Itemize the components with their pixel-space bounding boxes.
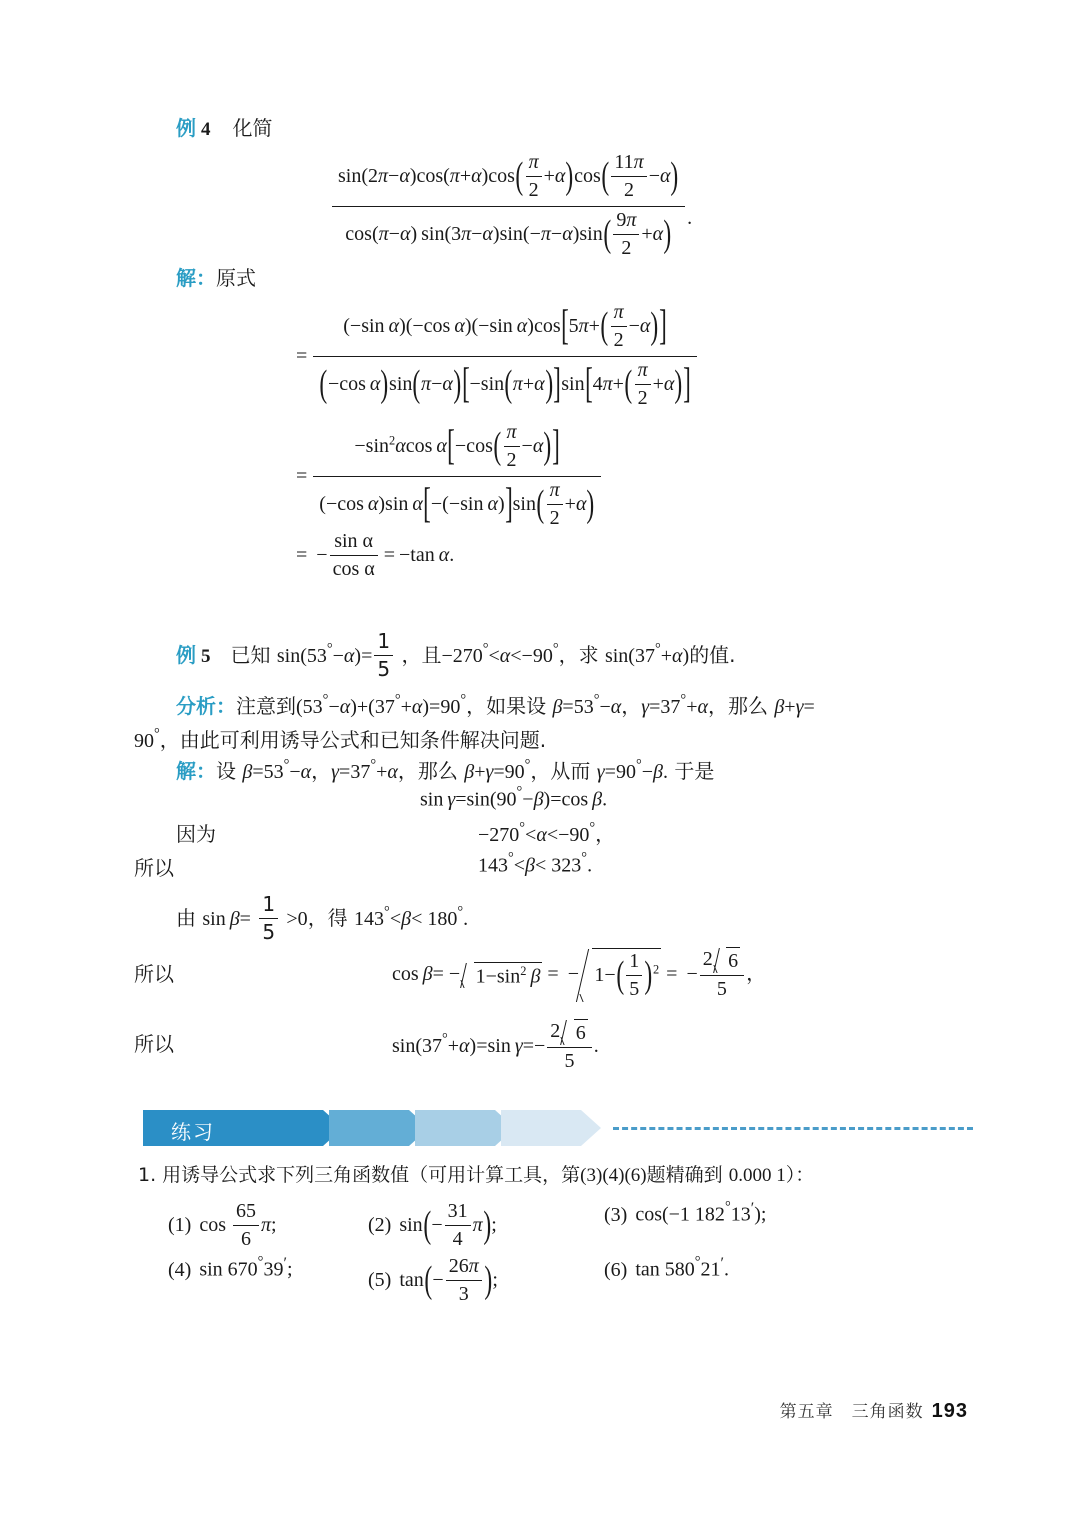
example4-solution-heading [176, 262, 256, 291]
example5-because-label: 因为 [176, 822, 216, 846]
banner-chevron-5 [501, 1110, 601, 1146]
example4-heading [176, 112, 273, 141]
example4-solution-label: 解： [176, 268, 216, 290]
footer-chapter: 第五章 三角函数 [779, 1402, 924, 1422]
example4-step2-fraction [313, 419, 601, 534]
example5-final-line: sin(37°+α)=sin γ=− $\frac{2 6}{5}$ . [392, 1020, 599, 1072]
practice-item-4-number: (4) [168, 1258, 192, 1281]
practice-item-1-number: (1) [168, 1214, 192, 1237]
practice-item-5: (5) tan(− $\frac{26\pi}{3}$ ); [368, 1255, 498, 1305]
example4-step2: = $-\sin^2\alpha\cos$ α[−cos( $\frac{\pi}{2}$ −α)] (−cos α)sin α[−(−sin α)]sin( $\frac{\pi}{2}$ +α) [292, 420, 603, 535]
example5-from-line: 由 sin β= $\frac{1}{5}$ >0，得 143°<β< 180°. [176, 892, 469, 944]
example5-solution-label: 解： [176, 761, 216, 783]
example4-expression: sin(2π−α)cos(π+α)cos( $\frac{\pi}{2}$ +α)cos( $\frac{11\pi}{2}$ −α) cos(π−α) sin(3π−α)sin(−π−α)sin( $\frac{9\pi}{2}$ +α) . [330, 150, 692, 265]
example4-result-den: cos α [332, 558, 375, 580]
banner-chevron-2 [243, 1110, 343, 1146]
example4-step1: = (−sin α)(−cos α)(−sin α)cos[5π+( $\frac{\pi}{2}$ −α)] (−cos α)sin(π−α)[−sin(π+α)]sin[4π+( $\frac{\pi}{2}$ +α)] [292, 300, 699, 415]
example5-therefore-body-1: 143°<β< 323°. [478, 850, 593, 877]
example4-title: 化简 [232, 116, 273, 140]
example5-therefore-label-3: 所以 [134, 1032, 174, 1056]
example4-result-num: sin α [330, 529, 378, 556]
practice-item-3-number: (3) [604, 1203, 628, 1226]
example4-solution-lead: 原式 [216, 266, 256, 290]
footer-page-number: 193 [931, 1400, 968, 1422]
practice-item-1: (1) cos $\frac{65}{6}$ π; [168, 1200, 277, 1250]
example4-result-fraction [330, 529, 378, 582]
practice-item-6: (6) tan 580°21′. [604, 1254, 730, 1281]
example4-denominator: cos(π−α) sin(3π−α)sin(−π−α)sin( $\frac{9\pi}{2}$ +α) [345, 209, 672, 259]
example5-statement: 已知 sin(53°−α)= $\frac{1}{5}$ ，且−270°<α<−90°，求 sin(37°+α)的值. [230, 629, 736, 681]
practice-question-1: 1. 用诱导公式求下列三角函数值（可用计算工具，第(3)(4)(6)题精确到 0.000 1）： [138, 1164, 815, 1186]
example4-step1-denominator: (−cos α)sin(π−α)[−sin(π+α)]sin[4π+( $\frac{\pi}{2}$ +α)] [319, 359, 691, 409]
practice-banner-title: 练习 [171, 1120, 215, 1144]
example4-numerator: sin(2π−α)cos(π+α)cos( $\frac{\pi}{2}$ +α)cos( $\frac{11\pi}{2}$ −α) [332, 149, 685, 207]
example5-analysis-text2: 90°，由此可利用诱导公式和已知条件解决问题. [134, 725, 547, 752]
example4-step3: = − $\frac{\text{sin α}}{\text{cos α}}$ = −tan α. [296, 530, 455, 580]
example4-number: 4 [201, 119, 211, 140]
example5-label: 例 [176, 645, 196, 667]
example4-step2-denominator: (−cos α)sin α[−(−sin α)]sin( $\frac{\pi}{2}$ +α) [319, 479, 595, 529]
example5-solution-line1 [176, 755, 996, 784]
example4-step1-fraction [313, 299, 697, 414]
example5-display1: sin γ=sin(90°−β)=cos β. [420, 784, 608, 811]
example5-because-body: −270°<α<−90°， [478, 819, 616, 846]
practice-item-3: (3) cos(−1 182°13′); [604, 1199, 767, 1226]
example5-analysis-text1: 注意到(53°−α)+(37°+α)=90°，如果设 β=53°−α，γ=37°+α，那么 β+γ= [236, 691, 815, 718]
banner-chevron-4 [415, 1110, 515, 1146]
page-footer [780, 1397, 968, 1423]
practice-item-4: (4) sin 670°39′; [168, 1254, 293, 1281]
practice-item-2: (2) sin(− $\frac{31}{4}$ π); [368, 1200, 497, 1250]
example5-heading [176, 630, 736, 683]
example5-therefore-label-1: 所以 [134, 856, 174, 880]
example4-main-fraction [332, 149, 685, 264]
example5-analysis-label: 分析： [176, 696, 236, 718]
example5-number: 5 [201, 646, 211, 667]
practice-banner [143, 1110, 973, 1146]
example4-label: 例 [176, 118, 196, 140]
banner-chevron-3 [329, 1110, 429, 1146]
example4-final-result: −tan α. [398, 544, 455, 567]
example5-analysis-line2 [134, 724, 974, 753]
practice-item-6-number: (6) [604, 1258, 628, 1281]
example4-step2-numerator: $-\sin^2\alpha\cos$ α[−cos( $\frac{\pi}{2}$ −α)] [313, 419, 601, 477]
example5-analysis-line1 [176, 690, 976, 719]
practice-item-5-number: (5) [368, 1269, 392, 1292]
example5-solution-text1: 设 β=53°−α，γ=37°+α，那么 β+γ=90°，从而 γ=90°−β. 于是 [216, 756, 715, 783]
example5-cos-beta-line: $\cos \beta= - 1-\sin^2$ β = − 1−( $\frac{1}{5}$ )$^2$ = − $\frac{2 6}{5}$ ， [392, 948, 766, 1003]
example4-step1-numerator: (−sin α)(−cos α)(−sin α)cos[5π+( $\frac{\pi}{2}$ −α)] [313, 299, 697, 357]
banner-dashed-rule [613, 1127, 973, 1130]
practice-item-2-number: (2) [368, 1214, 392, 1237]
example5-therefore-label-2: 所以 [134, 962, 174, 986]
